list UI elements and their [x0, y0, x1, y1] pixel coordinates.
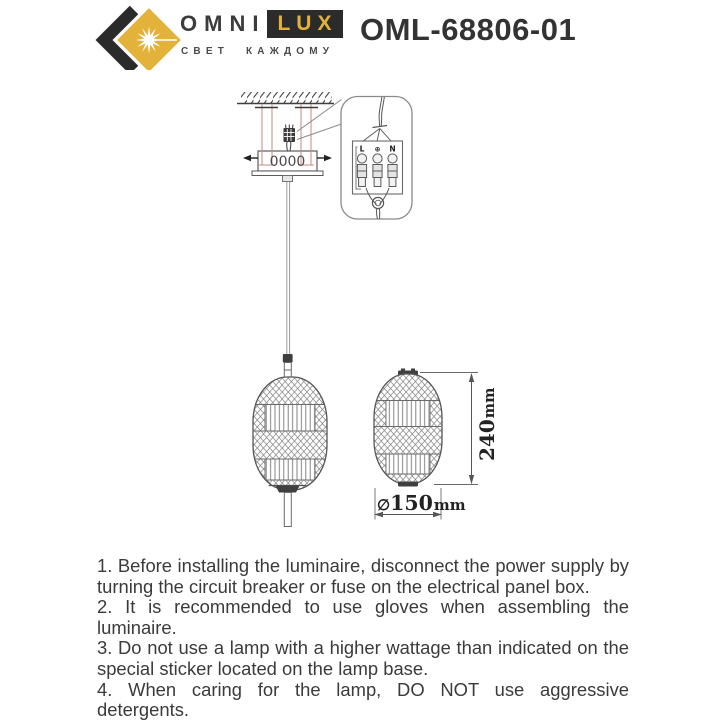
canopy-marking: 0000	[269, 154, 306, 170]
diameter-dimension-label: ∅150mm	[377, 491, 466, 515]
pendant-front-view	[253, 354, 327, 527]
terminal-label-l: L	[359, 144, 365, 154]
bottom-stem	[284, 493, 291, 527]
model-number: OML-68806-01	[360, 12, 577, 47]
terminal-label-earth: ⊕	[374, 145, 381, 154]
ceiling-hatch	[237, 92, 334, 104]
instruction-item-3: 3. Do not use a lamp with a higher wattage than indicated on the special sticker located on the lamp base.	[97, 637, 629, 679]
instruction-item-1: 1. Before installing the luminaire, disconnect the power supply by turning the circuit breaker or fuse on the electrical panel box.	[97, 555, 629, 597]
dimension-diameter	[374, 488, 466, 520]
outward-arrow-right-icon	[317, 155, 332, 161]
terminal-columns	[357, 154, 397, 187]
cage-shade-front	[253, 377, 327, 490]
outward-arrow-left-icon	[243, 155, 258, 161]
cord-grip	[283, 176, 293, 182]
instruction-item-2: 2. It is recommended to use gloves when assembling the luminaire.	[97, 596, 629, 638]
ceiling-mount-diagram	[243, 100, 342, 182]
brand-word-lux: LUX	[267, 10, 343, 38]
instruction-item-4: 4. When caring for the lamp, DO NOT use aggressive detergents.	[97, 678, 629, 720]
shade-side-view	[374, 369, 442, 487]
cord-connector	[283, 354, 293, 363]
terminal-block-small	[284, 125, 296, 152]
cage-shade-side	[374, 374, 442, 484]
wiring-detail-callout	[341, 97, 412, 220]
instructions-list	[97, 556, 629, 720]
terminal-label-n: N	[389, 144, 396, 154]
brand-word-omni: OMNI	[180, 11, 266, 36]
suspension-cable	[287, 182, 290, 355]
brand-tagline: СВЕТ КАЖДОМУ	[181, 46, 335, 57]
height-dimension-label: 240mm	[475, 387, 499, 461]
